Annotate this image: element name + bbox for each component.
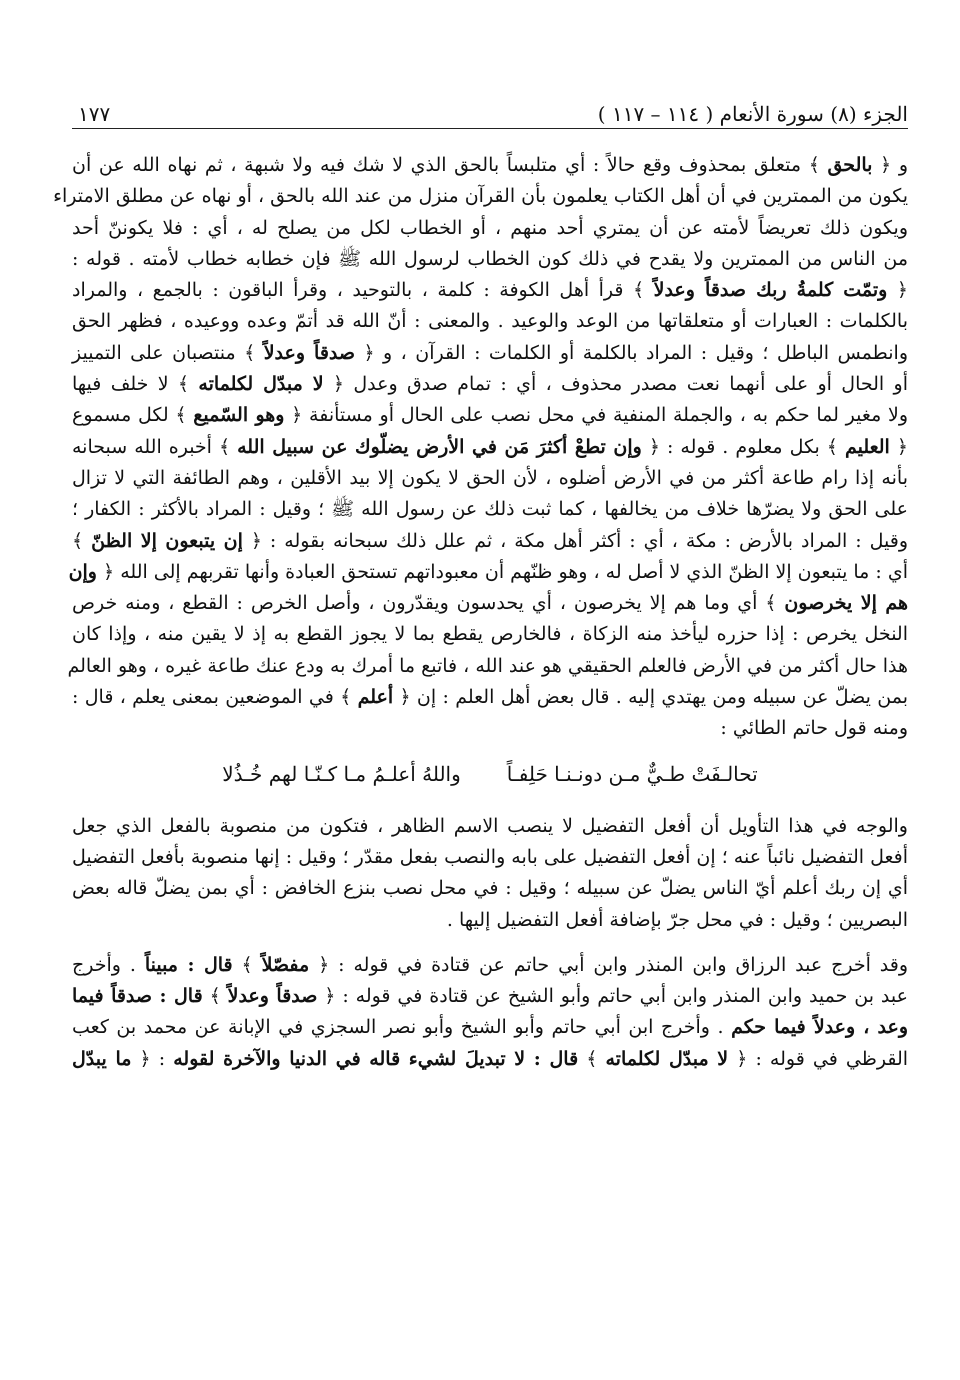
text-run: أي إن ربك أعلم أيّ الناس يضلّ عن سبيله ؛ وقيل : في محل نصب بنزع الخافض : أي بمن يضلّ قاله بعض bbox=[72, 877, 908, 900]
text-line bbox=[72, 432, 908, 463]
text-line bbox=[72, 873, 908, 904]
text-run: ﴾ أخبره الله سبحانه bbox=[72, 435, 238, 458]
text-line bbox=[72, 400, 908, 431]
quran-quote: صدقاً وعدلاً bbox=[263, 341, 356, 364]
text-run: ﴾ منتصبان على التمييز bbox=[72, 341, 264, 364]
paragraph-gap bbox=[72, 936, 908, 950]
text-line bbox=[53, 181, 908, 212]
quran-quote: قال : لا تبديلَ لشيء قاله في الدنيا والآخرة لقوله bbox=[173, 1047, 579, 1070]
text-run: ﴾ لكل مسموع bbox=[72, 404, 194, 427]
verse-first-hemistich: تحالـفَتْ طـيٌّ مـن دونـنـا حَلِفـاً bbox=[506, 761, 758, 786]
text-run: ﴾ لا خلف فيها bbox=[72, 373, 199, 396]
text-run: ولا مغير لما حكم به ، والجملة المنفية في محل نصب على الحال أو مستأنفة ﴿ bbox=[284, 404, 908, 427]
page-number: ١٧٧ bbox=[78, 102, 111, 126]
text-line bbox=[72, 150, 908, 181]
quran-quote: ما يبدّل bbox=[72, 1047, 132, 1070]
text-line bbox=[72, 463, 908, 494]
quran-quote: وعد ، وعدلاً فيما حكم bbox=[731, 1016, 908, 1039]
text-line bbox=[72, 981, 908, 1012]
text-line bbox=[72, 275, 908, 306]
text-run: ﴾ bbox=[202, 985, 228, 1008]
text-run: بأنه إذا رام طاعة أكثر من في الأرض أضلوه ، لأن الحق لا يكون إلا بيد الأقلين ، وهم الطائفة التي لا تزال bbox=[72, 466, 908, 489]
text-line bbox=[72, 494, 908, 525]
text-run: ﴾ في الموضعين بمعنى يعلم ، قال : bbox=[72, 686, 358, 709]
text-run: ﴾ bbox=[578, 1047, 606, 1070]
text-run: ﴾ bbox=[232, 953, 262, 976]
text-line bbox=[72, 682, 908, 713]
text-line bbox=[72, 526, 908, 557]
text-run: أو الحال أو على أنهما نعت مصدر محذوف ، أي : تمام صدق وعدل ﴿ bbox=[323, 373, 908, 396]
quran-quote: هم إلا يخرصون bbox=[784, 592, 908, 615]
text-run: ﴾ بكل معلوم . قوله : ﴿ bbox=[641, 435, 845, 458]
paragraph-narrations bbox=[72, 950, 908, 1075]
text-run: : ﴿ bbox=[131, 1047, 174, 1070]
text-run: والوجه في هذا التأويل أن أفعل التفضيل لا ينصب الاسم الظاهر ، فتكون من منصوبة بالفعل الذي جعل bbox=[72, 814, 908, 837]
text-run: وانطمس الباطل ؛ وقيل : المراد بالكلمة أو الكلمات : القرآن ، و ﴿ bbox=[355, 341, 908, 364]
text-line bbox=[68, 557, 908, 588]
text-line bbox=[67, 651, 908, 682]
text-run: ﴾ bbox=[72, 529, 92, 552]
book-page bbox=[53, 92, 909, 1292]
text-run: بمن يضلّ عن سبيله ومن يهتدي إليه . قال بعض أهل العلم : إن ﴿ bbox=[393, 686, 908, 709]
text-run: . وأخرج ابن أبي حاتم وأبو الشيخ وأبو نصر السجزي في الإبانة عن محمد بن كعب bbox=[72, 1016, 732, 1039]
text-run: من الناس من الممترين ولا يقدح في ذلك كون الخطاب لرسول الله ﷺ فإن خطابه خطاب لأمته . قوله : bbox=[72, 247, 908, 270]
quran-quote: لا مبدّل لكلماته bbox=[198, 373, 324, 396]
quran-quote: لا مبدّل لكلماته bbox=[605, 1047, 729, 1070]
text-run: ﴿ bbox=[889, 435, 908, 458]
quran-quote: وهو السّميع bbox=[193, 404, 285, 427]
quran-quote: صدقاً وعدلاً bbox=[227, 985, 318, 1008]
verse-second-hemistich: واللهُ أعلـمُ مـا كـنّـا لهم خُـذُلا bbox=[222, 761, 461, 786]
quran-quote: أعلم bbox=[357, 686, 394, 709]
text-run: ﴾ أي وما هم إلا يخرصون ، أي يحدسون ويقدّرون ، وأصل الخرص : القطع ، ومنه خرص bbox=[72, 592, 785, 615]
text-line bbox=[72, 811, 908, 842]
quran-quote: بالحق bbox=[827, 154, 873, 176]
text-run: القرظي في قوله : ﴿ bbox=[728, 1047, 909, 1070]
text-line bbox=[72, 588, 908, 619]
text-run: على الحق ولا يضرّها خلاف من يخالفها ، كما ثبت ذلك عن رسول الله ﷺ ؛ وقيل : المراد بالأكثر : الكفار ؛ bbox=[72, 498, 908, 521]
text-line bbox=[72, 950, 908, 981]
page-body bbox=[53, 150, 909, 1075]
text-line bbox=[72, 905, 908, 936]
text-line bbox=[72, 842, 908, 873]
text-run: بالكلمات : العبارات أو متعلقاتها من الوعد والوعيد . والمعنى : أنّ الله قد أتمّ وعده ووعيده ، فظهر الحق bbox=[72, 310, 908, 333]
text-line bbox=[72, 338, 908, 369]
text-line bbox=[72, 244, 908, 275]
text-run: النخل يخرص : إذا حزره ليأخذ منه الزكاة ، فالخارص يقطع بما لا يجوز القطع به إذ لا يقين منه ، وإذا كان bbox=[72, 623, 908, 646]
text-run: ومنه قول حاتم الطائي : bbox=[720, 717, 908, 740]
text-run: هذا حال أكثر من في الأرض فالعلم الحقيقي هو عند الله ، فاتبع ما أمرك به ودع عنك طاعة غيره ، وهو العالم bbox=[67, 654, 908, 677]
text-line bbox=[72, 1012, 908, 1043]
quran-quote: قال : صدقاً فيما bbox=[72, 985, 203, 1008]
quran-quote: العليم bbox=[844, 435, 890, 458]
header-rule bbox=[72, 128, 908, 129]
text-run: ﴾ قرأ أهل الكوفة : كلمة ، بالتوحيد ، وقرأ الباقون : بالجمع ، والمراد bbox=[72, 279, 654, 302]
quran-quote: وإن تطعْ أكثرَ مَن في الأرض يضلّوك عن سبيل الله bbox=[237, 435, 642, 458]
text-run: ﴿ bbox=[887, 279, 908, 302]
quran-quote: وإن bbox=[68, 560, 97, 583]
text-run: أي : ما يتبعون إلا الظنّ الذي لا أصل له ، وهو ظنّهم أن معبوداتهم تستحق العبادة وأنها تقربهم إلى الله ﴿ bbox=[97, 560, 908, 583]
text-line bbox=[72, 213, 908, 244]
quran-quote: مفصّلاً bbox=[261, 953, 310, 976]
text-line bbox=[72, 1044, 908, 1075]
page-header bbox=[72, 92, 908, 126]
text-run: البصريين ؛ وقيل : في محل جرّ بإضافة أفعل التفضيل إليها . bbox=[446, 908, 908, 931]
text-line bbox=[72, 619, 908, 650]
text-run: عبد بن حميد وابن المنذر وابن أبي حاتم وأبو الشيخ عن قتادة في قوله : ﴿ bbox=[317, 985, 908, 1008]
quran-quote: إن يتبعون إلا الظنّ bbox=[91, 529, 243, 552]
quran-quote: وتمّت كلمةُ ربك صدقاً وعدلاً bbox=[653, 279, 888, 302]
quran-quote: قال : مبيناً bbox=[144, 953, 233, 976]
paragraph-grammar bbox=[72, 811, 908, 936]
text-run: يكون من الممترين في أن أهل الكتاب يعلمون بأن القرآن منزل من عند الله بالحق ، أو نهاه عن مطلق الامتراء bbox=[53, 185, 908, 208]
text-run: وقد أخرج عبد الرزاق وابن المنذر وابن أبي حاتم عن قتادة في قوله : ﴿ bbox=[309, 953, 908, 976]
poetry-verse bbox=[72, 757, 908, 797]
paragraph-commentary bbox=[53, 150, 908, 745]
text-line bbox=[72, 369, 908, 400]
text-run: ويكون ذلك تعريضاً لأمته عن أن يمتري أحد منهم ، أو الخطاب لكل من يصلح له ، أي : فلا يكوننّ أحد bbox=[72, 216, 908, 239]
text-line bbox=[72, 713, 908, 744]
text-run: و ﴿ bbox=[872, 154, 908, 176]
text-run: ﴾ متعلق بمحذوف وقع حالاً : أي متلبساً بالحق الذي لا شك فيه ولا شبهة ، ثم نهاه الله عن أن bbox=[72, 154, 828, 176]
text-run: أفعل التفضيل نائباً عنه ؛ إن أفعل التفضيل على بابه والنصب بفعل مقدّر ؛ وقيل : إنها منصوبة بأفعل التفضيل bbox=[72, 845, 908, 868]
text-run: . وأخرج bbox=[72, 953, 145, 976]
text-run: وقيل : المراد بالأرض : مكة ، أي : أكثر أهل مكة ، ثم علل ذلك سبحانه بقوله : ﴿ bbox=[242, 529, 908, 552]
running-title: الجزء (٨) سورة الأنعام ( ١١٤ – ١١٧ ) bbox=[597, 102, 908, 126]
text-line bbox=[72, 306, 908, 337]
